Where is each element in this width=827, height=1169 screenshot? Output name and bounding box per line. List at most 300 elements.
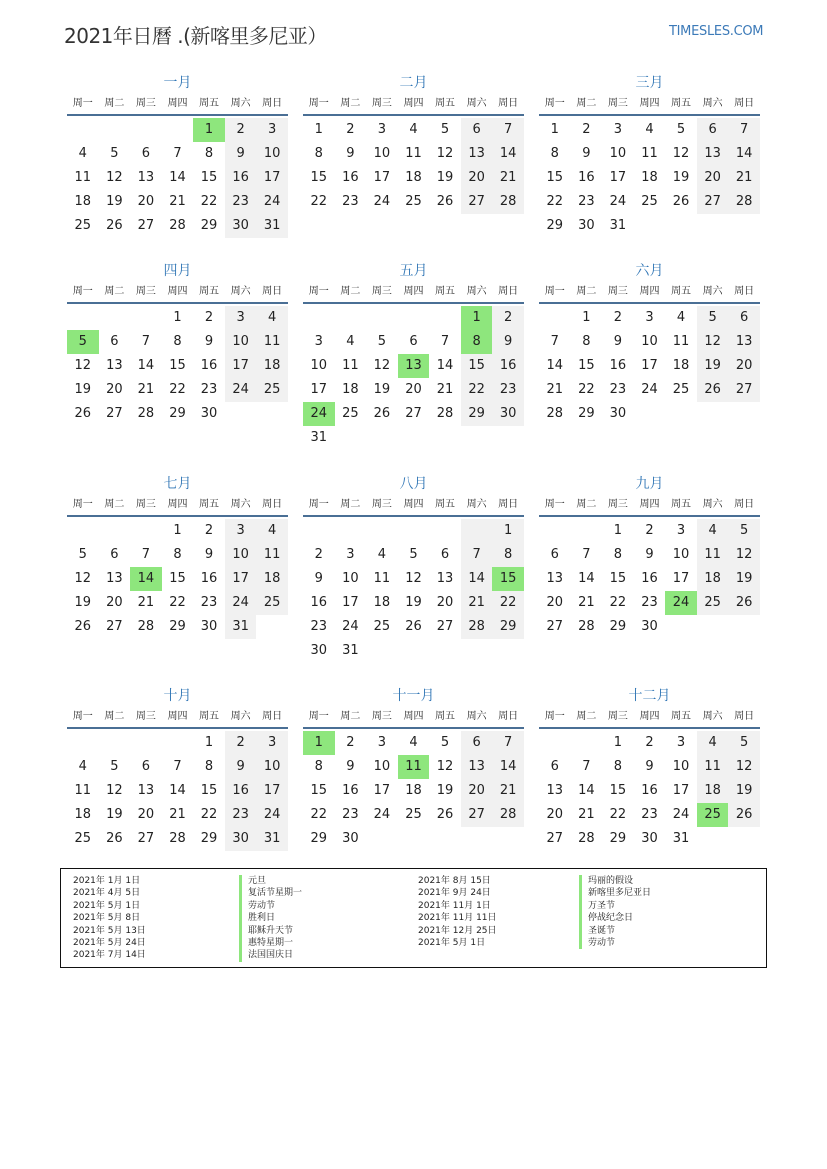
empty-cell [335, 306, 367, 330]
day-cell: 10 [225, 543, 257, 567]
day-cell: 16 [492, 354, 524, 378]
month-name: 十二月 [628, 688, 671, 704]
weekday-label: 周二 [576, 286, 597, 297]
day-cell: 4 [697, 519, 729, 543]
day-cell: 25 [373, 619, 391, 634]
day-cell: 3 [314, 334, 323, 349]
day-cell: 25 [405, 194, 422, 209]
legend-item: 停战纪念日 [579, 912, 651, 924]
holiday-day-cell: 1 [193, 118, 225, 142]
day-cell: 29 [609, 831, 627, 846]
day-cell: 8 [314, 759, 323, 774]
legend-item: 新喀里多尼亚日 [579, 887, 651, 899]
holiday-day-cell: 5 [67, 330, 99, 354]
day-cell: 7 [492, 118, 524, 142]
day-cell: 29 [200, 218, 218, 233]
empty-cell [366, 519, 398, 543]
day-cell: 20 [697, 166, 729, 190]
day-cell: 21 [169, 807, 186, 822]
day-grid [67, 118, 288, 238]
legend-item: 2021年 5月 24日 [73, 938, 146, 949]
empty-cell [67, 306, 99, 330]
weekday-header [539, 94, 760, 116]
day-cell: 10 [342, 571, 359, 586]
day-cell: 22 [492, 591, 524, 615]
day-cell: 31 [225, 615, 257, 639]
weekday-label: 周五 [671, 286, 692, 297]
day-cell: 7 [141, 547, 151, 562]
day-cell: 23 [609, 382, 627, 397]
day-cell: 4 [697, 731, 729, 755]
day-cell: 23 [342, 194, 359, 209]
day-cell: 1 [204, 735, 214, 750]
weekday-label: 周一 [72, 286, 93, 297]
legend-item: 2021年 7月 14日 [73, 950, 146, 961]
page-title: 2021年日曆 .(新喀里多尼亚） [64, 24, 327, 48]
day-cell: 26 [106, 218, 123, 233]
day-cell: 8 [582, 334, 591, 349]
day-cell: 23 [225, 803, 257, 827]
day-cell: 26 [728, 591, 760, 615]
day-cell: 9 [645, 547, 654, 562]
day-cell: 14 [578, 571, 595, 586]
day-cell: 23 [200, 382, 218, 397]
day-cell: 4 [645, 122, 654, 137]
legend-item: 2021年 5月 8日 [73, 913, 141, 924]
day-cell: 6 [110, 334, 119, 349]
day-cell: 30 [641, 619, 658, 634]
legend-item: 2021年 11月 1日 [418, 900, 491, 911]
day-grid [303, 306, 524, 450]
day-cell: 17 [225, 354, 257, 378]
day-grid [303, 519, 524, 663]
month-name: 三月 [635, 75, 664, 91]
month-block [303, 260, 524, 450]
day-cell: 5 [728, 731, 760, 755]
weekday-label: 周五 [435, 499, 456, 510]
day-cell: 18 [74, 194, 92, 209]
day-cell: 10 [256, 142, 288, 166]
month-block [67, 685, 288, 851]
weekday-header [67, 495, 288, 517]
holiday-legend [60, 868, 767, 968]
day-cell: 20 [405, 382, 422, 397]
weekday-label: 周四 [639, 499, 660, 510]
weekday-label: 周四 [639, 286, 660, 297]
day-cell: 26 [728, 803, 760, 827]
day-cell: 18 [405, 170, 422, 185]
weekday-label: 周四 [403, 711, 424, 722]
day-cell: 18 [256, 354, 288, 378]
weekday-label: 周二 [104, 711, 125, 722]
day-cell: 11 [373, 571, 391, 586]
empty-cell [99, 306, 131, 330]
day-cell: 9 [346, 759, 355, 774]
legend-item: 2021年 4月 5日 [73, 888, 141, 899]
day-cell: 29 [609, 619, 627, 634]
weekday-header [303, 282, 524, 304]
day-cell: 2 [582, 122, 591, 137]
empty-cell [335, 519, 367, 543]
weekday-label: 周日 [498, 98, 519, 109]
day-cell: 6 [461, 118, 493, 142]
day-cell: 3 [676, 523, 686, 538]
legend-item: 元旦 [239, 875, 302, 887]
holiday-day-cell: 24 [303, 402, 335, 426]
weekday-label: 周日 [262, 499, 283, 510]
day-cell: 24 [672, 807, 690, 822]
day-cell: 25 [74, 218, 92, 233]
day-cell: 2 [225, 731, 257, 755]
day-cell: 12 [106, 783, 123, 798]
day-cell: 20 [728, 354, 760, 378]
day-cell: 13 [461, 142, 493, 166]
weekday-label: 周四 [639, 711, 660, 722]
weekday-label: 周六 [702, 711, 723, 722]
weekday-label: 周五 [435, 286, 456, 297]
day-cell: 4 [409, 122, 418, 137]
day-cell: 30 [200, 619, 218, 634]
weekday-label: 周三 [135, 499, 156, 510]
day-cell: 25 [256, 591, 288, 615]
day-cell: 1 [613, 523, 623, 538]
day-cell: 17 [641, 358, 658, 373]
day-cell: 27 [546, 831, 564, 846]
day-cell: 16 [310, 595, 328, 610]
holiday-day-cell: 13 [398, 354, 430, 378]
weekday-header [67, 707, 288, 729]
weekday-label: 周二 [104, 98, 125, 109]
weekday-label: 周五 [671, 711, 692, 722]
day-cell: 15 [200, 783, 218, 798]
day-cell: 22 [461, 378, 493, 402]
day-cell: 8 [613, 547, 623, 562]
day-cell: 28 [578, 831, 595, 846]
day-cell: 2 [492, 306, 524, 330]
day-cell: 22 [169, 382, 186, 397]
weekday-header [539, 282, 760, 304]
weekday-label: 周六 [702, 98, 723, 109]
day-cell: 16 [578, 170, 595, 185]
legend-item: 2021年 11月 11日 [418, 913, 497, 924]
day-cell: 26 [436, 194, 454, 209]
day-cell: 26 [672, 194, 690, 209]
weekday-label: 周三 [371, 286, 392, 297]
day-cell: 20 [436, 595, 454, 610]
day-cell: 5 [697, 306, 729, 330]
day-cell: 29 [200, 831, 218, 846]
day-cell: 19 [106, 807, 123, 822]
day-grid [67, 306, 288, 426]
empty-cell [539, 731, 571, 755]
day-cell: 19 [728, 567, 760, 591]
day-cell: 28 [728, 190, 760, 214]
legend-item: 2021年 5月 13日 [73, 925, 146, 936]
day-cell: 6 [550, 547, 559, 562]
day-cell: 2 [645, 735, 654, 750]
day-cell: 19 [373, 382, 391, 397]
day-grid [67, 519, 288, 639]
day-cell: 8 [204, 146, 214, 161]
day-cell: 14 [728, 142, 760, 166]
day-cell: 14 [436, 358, 454, 373]
legend-item: 2021年 9月 24日 [418, 888, 491, 899]
day-cell: 18 [697, 567, 729, 591]
day-cell: 31 [672, 831, 690, 846]
day-cell: 21 [461, 591, 493, 615]
day-cell: 9 [346, 146, 355, 161]
day-cell: 12 [728, 543, 760, 567]
day-cell: 1 [582, 310, 591, 325]
weekday-label: 周六 [466, 499, 487, 510]
site-link[interactable]: TIMESLES.COM [669, 24, 764, 39]
weekday-label: 周六 [230, 286, 251, 297]
day-cell: 5 [110, 759, 119, 774]
day-cell: 22 [200, 807, 218, 822]
day-cell: 31 [256, 827, 288, 851]
day-cell: 19 [74, 595, 92, 610]
day-cell: 7 [173, 146, 182, 161]
day-cell: 17 [310, 382, 328, 397]
weekday-label: 周日 [498, 499, 519, 510]
month-name: 二月 [399, 75, 428, 91]
legend-item: 耶稣升天节 [239, 925, 302, 937]
month-block [539, 260, 760, 426]
day-cell: 19 [106, 194, 123, 209]
weekday-label: 周二 [340, 98, 361, 109]
day-cell: 2 [204, 523, 214, 538]
month-name: 四月 [163, 263, 192, 279]
weekday-label: 周五 [671, 98, 692, 109]
weekday-label: 周四 [167, 286, 188, 297]
day-cell: 21 [578, 595, 595, 610]
day-cell: 5 [676, 122, 686, 137]
day-cell: 4 [256, 306, 288, 330]
day-cell: 12 [436, 146, 454, 161]
day-cell: 21 [137, 382, 155, 397]
day-cell: 20 [546, 807, 564, 822]
weekday-label: 周二 [576, 98, 597, 109]
empty-cell [539, 519, 571, 543]
day-cell: 17 [672, 571, 690, 586]
day-cell: 28 [137, 406, 155, 421]
month-block [539, 72, 760, 238]
day-cell: 17 [342, 595, 359, 610]
day-cell: 28 [169, 218, 186, 233]
day-cell: 18 [373, 595, 391, 610]
day-cell: 15 [609, 571, 627, 586]
day-cell: 12 [106, 170, 123, 185]
day-cell: 23 [492, 378, 524, 402]
day-cell: 7 [728, 118, 760, 142]
day-cell: 13 [461, 755, 493, 779]
day-cell: 29 [169, 406, 186, 421]
legend-item: 2021年 8月 15日 [418, 876, 491, 886]
empty-cell [162, 731, 194, 755]
weekday-label: 周一 [544, 499, 565, 510]
day-cell: 30 [225, 214, 257, 238]
day-cell: 2 [225, 118, 257, 142]
day-cell: 10 [672, 759, 690, 774]
holiday-day-cell: 1 [461, 306, 493, 330]
day-cell: 5 [377, 334, 387, 349]
legend-item: 2021年 1月 1日 [73, 876, 141, 886]
weekday-label: 周三 [371, 711, 392, 722]
day-cell: 28 [492, 190, 524, 214]
day-cell: 13 [728, 330, 760, 354]
month-name: 九月 [635, 476, 664, 492]
day-cell: 23 [225, 190, 257, 214]
day-cell: 27 [106, 619, 123, 634]
day-cell: 14 [169, 783, 186, 798]
legend-dates-col2 [418, 875, 497, 949]
day-cell: 15 [461, 354, 493, 378]
day-cell: 20 [546, 595, 564, 610]
day-cell: 13 [546, 783, 564, 798]
day-cell: 26 [74, 406, 92, 421]
day-cell: 1 [173, 310, 182, 325]
day-cell: 7 [440, 334, 450, 349]
day-cell: 7 [582, 547, 591, 562]
day-cell: 10 [609, 146, 627, 161]
weekday-header [303, 707, 524, 729]
day-cell: 28 [461, 615, 493, 639]
day-cell: 29 [310, 831, 328, 846]
weekday-label: 周三 [607, 499, 628, 510]
weekday-label: 周四 [167, 711, 188, 722]
legend-item: 复活节星期一 [239, 887, 302, 899]
day-cell: 18 [256, 567, 288, 591]
day-cell: 7 [173, 759, 182, 774]
day-cell: 4 [78, 759, 87, 774]
day-cell: 21 [492, 779, 524, 803]
day-cell: 24 [256, 190, 288, 214]
weekday-label: 周六 [466, 98, 487, 109]
day-cell: 27 [546, 619, 564, 634]
month-name: 一月 [163, 75, 192, 91]
day-cell: 12 [672, 146, 690, 161]
day-cell: 4 [78, 146, 87, 161]
day-cell: 17 [609, 170, 627, 185]
day-cell: 28 [578, 619, 595, 634]
day-cell: 5 [78, 547, 87, 562]
weekday-label: 周五 [435, 98, 456, 109]
day-cell: 3 [613, 122, 623, 137]
weekday-label: 周四 [403, 98, 424, 109]
month-block [67, 72, 288, 238]
day-cell: 5 [728, 519, 760, 543]
day-cell: 3 [256, 118, 288, 142]
day-cell: 6 [697, 118, 729, 142]
holiday-day-cell: 1 [303, 731, 335, 755]
empty-cell [303, 519, 335, 543]
empty-cell [571, 731, 603, 755]
day-cell: 19 [405, 595, 422, 610]
day-cell: 3 [377, 122, 387, 137]
day-cell: 23 [310, 619, 328, 634]
weekday-header [67, 94, 288, 116]
day-cell: 16 [641, 783, 658, 798]
day-cell: 12 [74, 358, 92, 373]
weekday-label: 周日 [262, 286, 283, 297]
day-cell: 22 [609, 595, 627, 610]
day-cell: 8 [173, 547, 182, 562]
day-cell: 6 [440, 547, 450, 562]
day-cell: 1 [613, 735, 623, 750]
day-cell: 12 [728, 755, 760, 779]
day-cell: 9 [645, 759, 654, 774]
holiday-day-cell: 24 [665, 591, 697, 615]
day-cell: 15 [609, 783, 627, 798]
day-cell: 21 [137, 595, 155, 610]
day-cell: 2 [645, 523, 654, 538]
weekday-label: 周三 [135, 286, 156, 297]
weekday-label: 周日 [498, 286, 519, 297]
day-cell: 31 [310, 430, 328, 445]
day-cell: 25 [256, 378, 288, 402]
day-cell: 12 [74, 571, 92, 586]
day-cell: 27 [697, 190, 729, 214]
weekday-label: 周三 [135, 711, 156, 722]
day-cell: 30 [578, 218, 595, 233]
day-cell: 3 [346, 547, 355, 562]
day-cell: 25 [641, 194, 658, 209]
day-cell: 29 [492, 615, 524, 639]
weekday-label: 周二 [340, 286, 361, 297]
day-cell: 24 [373, 807, 391, 822]
day-cell: 24 [225, 378, 257, 402]
legend-item: 2021年 5月 1日 [418, 938, 486, 949]
day-cell: 6 [110, 547, 119, 562]
weekday-label: 周五 [199, 98, 220, 109]
month-name: 五月 [399, 263, 428, 279]
empty-cell [429, 306, 461, 330]
day-cell: 12 [405, 571, 422, 586]
day-cell: 5 [110, 146, 119, 161]
day-cell: 10 [373, 146, 391, 161]
day-cell: 25 [342, 406, 359, 421]
day-cell: 11 [256, 330, 288, 354]
day-cell: 19 [728, 779, 760, 803]
legend-item: 圣诞节 [579, 925, 651, 937]
day-cell: 30 [641, 831, 658, 846]
day-cell: 8 [492, 543, 524, 567]
day-cell: 21 [492, 166, 524, 190]
day-cell: 6 [141, 759, 151, 774]
day-cell: 27 [137, 831, 155, 846]
weekday-label: 周日 [498, 711, 519, 722]
day-cell: 2 [314, 547, 323, 562]
weekday-label: 周六 [466, 711, 487, 722]
day-cell: 29 [461, 402, 493, 426]
day-cell: 3 [225, 519, 257, 543]
empty-cell [539, 306, 571, 330]
weekday-label: 周日 [262, 98, 283, 109]
weekday-label: 周一 [308, 286, 329, 297]
weekday-label: 周三 [607, 711, 628, 722]
day-cell: 25 [74, 831, 92, 846]
empty-cell [99, 519, 131, 543]
legend-item: 2021年 5月 1日 [73, 900, 141, 911]
day-cell: 27 [106, 406, 123, 421]
day-cell: 22 [200, 194, 218, 209]
day-cell: 16 [225, 166, 257, 190]
day-cell: 17 [225, 567, 257, 591]
day-cell: 9 [204, 547, 214, 562]
day-cell: 30 [609, 406, 627, 421]
day-cell: 5 [440, 122, 450, 137]
weekday-label: 周五 [199, 286, 220, 297]
